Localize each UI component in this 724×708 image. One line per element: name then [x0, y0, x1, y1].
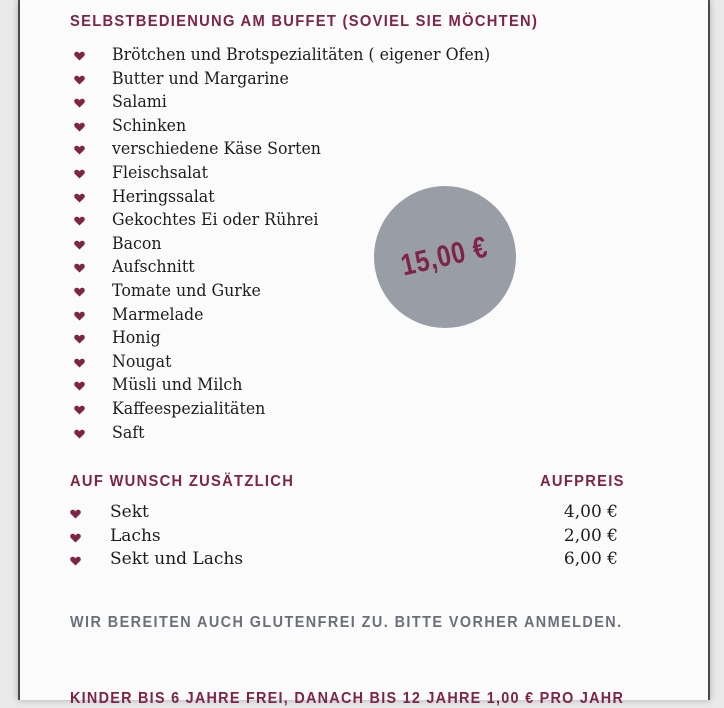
price-badge	[374, 186, 516, 328]
heart-icon	[74, 169, 85, 179]
buffet-item	[20, 305, 620, 327]
extra-item-label: Sekt	[110, 502, 149, 522]
buffet-item	[20, 281, 620, 303]
heart-icon	[70, 533, 81, 543]
heart-icon	[74, 405, 85, 415]
buffet-item	[20, 92, 620, 114]
buffet-item-label: Honig	[112, 328, 161, 349]
buffet-price: 15,00 €	[398, 230, 492, 283]
buffet-item	[20, 328, 620, 350]
buffet-item	[20, 139, 620, 161]
extra-item-label: Lachs	[110, 525, 161, 546]
buffet-item-label: Saft	[112, 422, 145, 443]
buffet-item-label: Nougat	[112, 351, 172, 372]
heart-icon	[70, 509, 81, 519]
buffet-item	[20, 210, 620, 232]
menu-page	[18, 0, 710, 707]
buffet-item	[20, 69, 620, 91]
extra-item	[20, 549, 708, 571]
heart-icon	[74, 287, 85, 297]
extra-item	[20, 526, 708, 548]
heart-icon	[74, 429, 85, 439]
heart-icon	[74, 381, 85, 391]
buffet-item-label: Bacon	[112, 233, 162, 254]
gluten-free-note: WIR BEREITEN AUCH GLUTENFREI ZU. BITTE VORHER ANMELDEN.	[70, 614, 623, 631]
heart-icon	[74, 193, 85, 203]
buffet-item	[20, 257, 620, 279]
buffet-item-label: Tomate und Gurke	[112, 281, 261, 301]
extra-item-price: 2,00 €	[563, 525, 618, 546]
heart-icon	[74, 358, 85, 368]
heart-icon	[74, 311, 85, 321]
buffet-item-label: Heringssalat	[112, 186, 215, 207]
buffet-item	[20, 352, 620, 374]
buffet-item	[20, 45, 620, 67]
buffet-item	[20, 375, 620, 397]
buffet-item-label: Marmelade	[112, 304, 204, 325]
heart-icon	[74, 51, 85, 61]
extra-item-label: Sekt und Lachs	[110, 549, 244, 570]
heart-icon	[70, 556, 81, 566]
heart-icon	[74, 145, 85, 155]
buffet-item	[20, 187, 620, 209]
buffet-item	[20, 423, 620, 445]
buffet-heading: SELBSTBEDIENUNG AM BUFFET (SOVIEL SIE MÖCHTEN)	[70, 13, 539, 30]
buffet-item-label: Gekochtes Ei oder Rührei	[112, 210, 319, 231]
buffet-item-label: Kaffeespezialitäten	[112, 399, 266, 419]
heart-icon	[74, 263, 85, 273]
children-price-line: KINDER BIS 6 JAHRE FREI, DANACH BIS 12 JAHRE 1,00 € PRO JAHR	[70, 690, 625, 707]
heart-icon	[74, 216, 85, 226]
heart-icon	[74, 75, 85, 85]
heart-icon	[74, 98, 85, 108]
buffet-item	[20, 234, 620, 256]
heart-icon	[74, 240, 85, 250]
buffet-item-label: Salami	[112, 92, 167, 113]
heart-icon	[74, 122, 85, 132]
buffet-item	[20, 116, 620, 138]
extras-heading: AUF WUNSCH ZUSÄTZLICH	[70, 473, 295, 490]
buffet-item	[20, 399, 620, 421]
buffet-item-label: Müsli und Milch	[112, 375, 243, 396]
buffet-item	[20, 163, 620, 185]
extra-item-price: 4,00 €	[563, 502, 618, 522]
buffet-item-label: verschiedene Käse Sorten	[112, 139, 321, 160]
heart-icon	[74, 334, 85, 344]
buffet-item-label: Aufschnitt	[112, 257, 195, 278]
extra-item-price: 6,00 €	[563, 549, 618, 570]
buffet-item-label: Schinken	[112, 115, 187, 136]
buffet-item-label: Butter und Margarine	[112, 68, 289, 89]
extra-item	[20, 502, 708, 524]
buffet-item-label: Fleischsalat	[112, 163, 208, 183]
surcharge-heading: AUFPREIS	[540, 473, 625, 490]
buffet-item-label: Brötchen und Brotspezialitäten ( eigener Ofen)	[112, 45, 491, 65]
